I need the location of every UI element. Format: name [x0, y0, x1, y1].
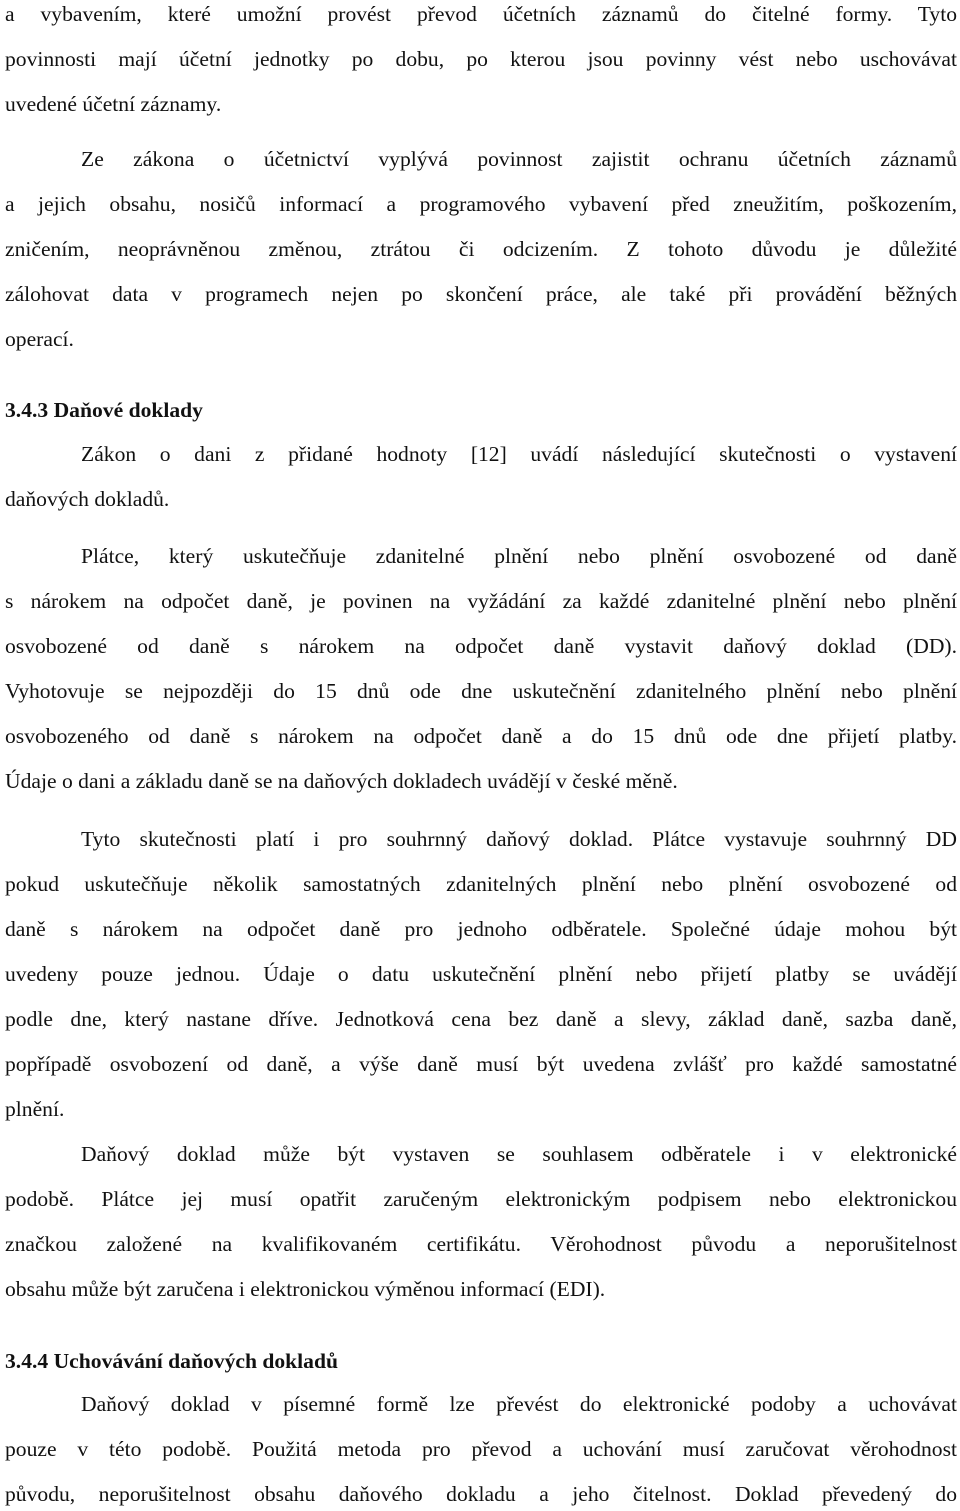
paragraph-line: osvobozené od daně s nárokem na odpočet daně vystavit daňový doklad (DD). — [5, 634, 957, 658]
paragraph-line: zálohovat data v programech nejen po skončení práce, ale také při provádění běžných — [5, 282, 957, 306]
paragraph-line: Plátce, který uskutečňuje zdanitelné plnění nebo plnění osvobozené od daně — [81, 544, 957, 568]
paragraph-line: s nárokem na odpočet daně, je povinen na vyžádání za každé zdanitelné plnění nebo plnění — [5, 589, 957, 613]
paragraph-line: Vyhotovuje se nejpozději do 15 dnů ode dne uskutečnění zdanitelného plnění nebo plnění — [5, 679, 957, 703]
paragraph-line: a jejich obsahu, nosičů informací a programového vybavení před zneužitím, poškozením, — [5, 192, 957, 216]
paragraph-line: uvedené účetní záznamy. — [5, 92, 222, 116]
paragraph-line: Daňový doklad v písemné formě lze převést do elektronické podoby a uchovávat — [81, 1392, 957, 1416]
paragraph-line: povinnosti mají účetní jednotky po dobu, po kterou jsou povinny vést nebo uschovávat — [5, 47, 957, 71]
paragraph-line: a vybavením, které umožní provést převod účetních záznamů do čitelné formy. Tyto — [5, 2, 957, 26]
paragraph-line: značkou založené na kvalifikovaném certifikátu. Věrohodnost původu a neporušitelnost — [5, 1232, 957, 1256]
paragraph-line: osvobozeného od daně s nárokem na odpočet daně a do 15 dnů ode dne přijetí platby. — [5, 724, 957, 748]
paragraph-line: původu, neporušitelnost obsahu daňového dokladu a jeho čitelnost. Doklad převedený do — [5, 1482, 957, 1506]
paragraph-line: popřípadě osvobození od daně, a výše daně musí být uvedena zvlášť pro každé samostatné — [5, 1052, 957, 1076]
section-heading: 3.4.4 Uchovávání daňových dokladů — [5, 1349, 338, 1373]
paragraph-line: Ze zákona o účetnictví vyplývá povinnost zajistit ochranu účetních záznamů — [81, 147, 957, 171]
paragraph-line: pokud uskutečňuje několik samostatných zdanitelných plnění nebo plnění osvobozené od — [5, 872, 957, 896]
paragraph-line: uvedeny pouze jednou. Údaje o datu uskutečnění plnění nebo přijetí platby se uvádějí — [5, 962, 957, 986]
paragraph-line: Tyto skutečnosti platí i pro souhrnný daňový doklad. Plátce vystavuje souhrnný DD — [81, 827, 957, 851]
paragraph-line: Údaje o dani a základu daně se na daňových dokladech uvádějí v české měně. — [5, 769, 678, 793]
paragraph-line: Daňový doklad může být vystaven se souhlasem odběratele i v elektronické — [81, 1142, 957, 1166]
paragraph-line: podobě. Plátce jej musí opatřit zaručeným elektronickým podpisem nebo elektronickou — [5, 1187, 957, 1211]
paragraph-line: obsahu může být zaručena i elektronickou výměnou informací (EDI). — [5, 1277, 606, 1301]
paragraph-line: zničením, neoprávněnou změnou, ztrátou či odcizením. Z tohoto důvodu je důležité — [5, 237, 957, 261]
paragraph-line: pouze v této podobě. Použitá metoda pro převod a uchování musí zaručovat věrohodnost — [5, 1437, 957, 1461]
paragraph-line: plnění. — [5, 1097, 65, 1121]
paragraph-line: daně s nárokem na odpočet daně pro jednoho odběratele. Společné údaje mohou být — [5, 917, 957, 941]
paragraph-line: operací. — [5, 327, 74, 351]
paragraph-line: Zákon o dani z přidané hodnoty [12] uvádí následující skutečnosti o vystavení — [81, 442, 957, 466]
paragraph-line: podle dne, který nastane dříve. Jednotková cena bez daně a slevy, základ daně, sazba daně, — [5, 1007, 957, 1031]
paragraph-line: daňových dokladů. — [5, 487, 170, 511]
section-heading: 3.4.3 Daňové doklady — [5, 398, 203, 422]
